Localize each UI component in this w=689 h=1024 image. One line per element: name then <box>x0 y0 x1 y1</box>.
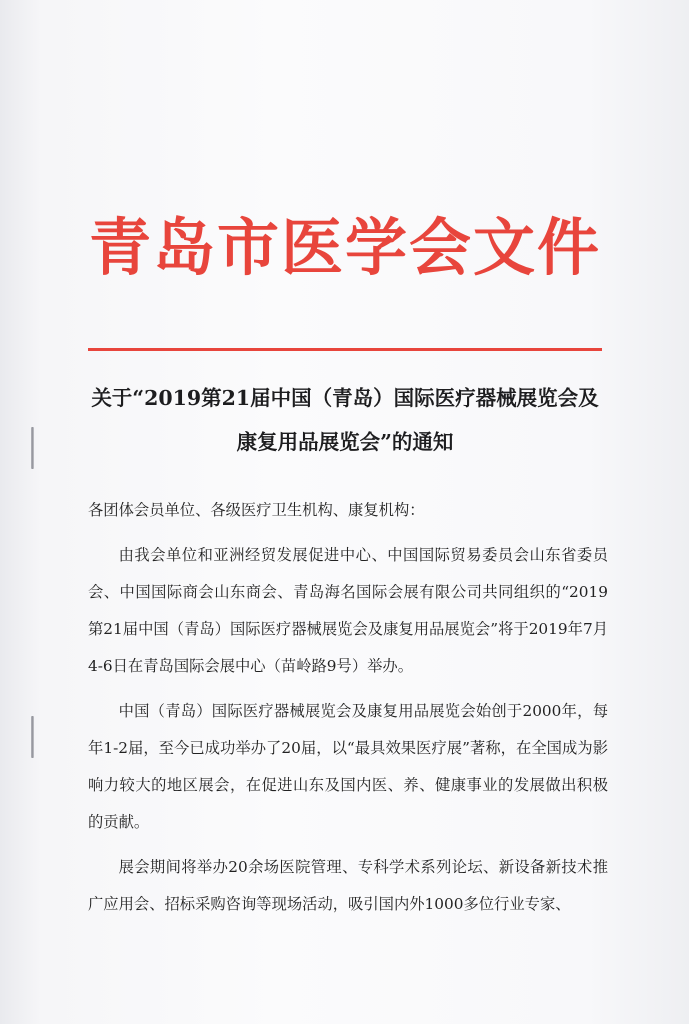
notice-title-line-2: 康复用品展览会”的通知 <box>236 430 454 454</box>
notice-title <box>70 376 620 464</box>
binding-hole-mark <box>31 716 34 758</box>
body-paragraph-2: 中国（青岛）国际医疗器械展览会及康复用品展览会始创于2000年，每年1-2届，至今已成功举办了20届，以“最具效果医疗展”著称，在全国成为影响力较大的地区展会，在促进山东及国内医、养、健康事业的发展做出积极的贡献。 <box>88 702 608 831</box>
notice-title-line-1: 关于“2019第21届中国（青岛）国际医疗器械展览会及 <box>91 386 599 410</box>
binding-hole-mark <box>31 427 34 469</box>
red-divider-line <box>88 348 602 351</box>
notice-body <box>88 492 608 923</box>
body-paragraph-3: 展会期间将举办20余场医院管理、专科学术系列论坛、新设备新技术推广应用会、招标采购咨询等现场活动，吸引国内外1000多位行业专家、 <box>88 858 608 913</box>
salutation: 各团体会员单位、各级医疗卫生机构、康复机构： <box>88 501 425 519</box>
body-paragraph-1: 由我会单位和亚洲经贸发展促进中心、中国国际贸易委员会山东省委员会、中国国际商会山东商会、青岛海名国际会展有限公司共同组织的“2019第21届中国（青岛）国际医疗器械展览会及康复用品展览会”将于2019年7月4-6日在青岛国际会展中心（苗岭路9号）举办。 <box>88 546 608 675</box>
masthead-title: 青岛市医学会文件 <box>88 211 601 284</box>
